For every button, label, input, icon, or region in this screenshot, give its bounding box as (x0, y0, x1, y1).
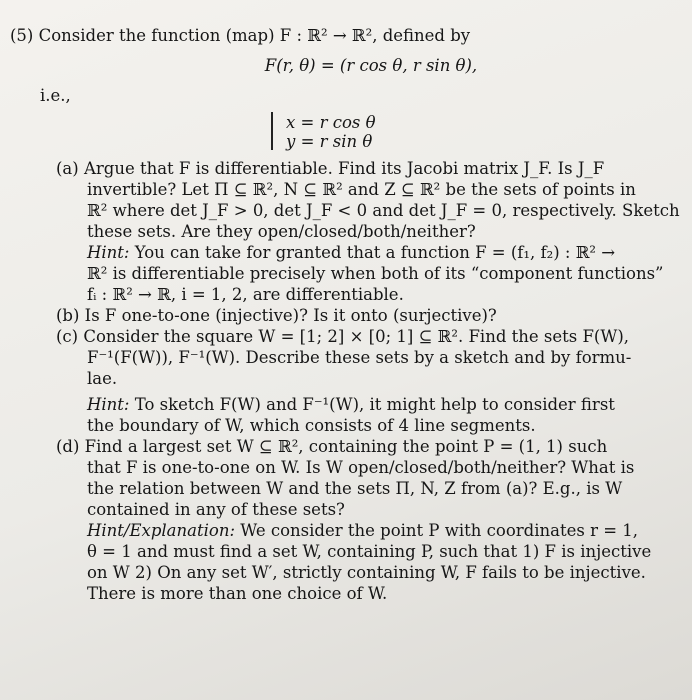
system-x: x = r cos θ (286, 113, 376, 132)
part-c-hint-line-1 (87, 395, 615, 415)
part-c-line-1: (c) Consider the square W = [1; 2] × [0; 1] ⊆ ℝ². Find the sets F(W), (56, 327, 630, 346)
part-d-hint-line-1 (87, 521, 638, 541)
system-y: y = r sin θ (286, 132, 373, 151)
part-a-line-3: ℝ² where det J_F > 0, det J_F < 0 and det J_F = 0, respectively. Sketch (87, 201, 680, 220)
part-b-line: (b) Is F one-to-one (injective)? Is it onto (surjective)? (56, 306, 497, 325)
part-c-line-3: lae. (87, 369, 118, 388)
part-c-hint-line-2: the boundary of W, which consists of 4 line segments. (87, 416, 536, 435)
part-a-hint-line-2: ℝ² is differentiable precisely when both of its “component functions” (87, 264, 664, 283)
part-a-hint-text: You can take for granted that a function F = (f₁, f₂) : ℝ² → (129, 243, 616, 262)
part-d-hint-line-3: on W 2) On any set W′, strictly containing W, F fails to be injective. (87, 563, 646, 582)
part-d-line-1: (d) Find a largest set W ⊆ ℝ², containing the point P = (1, 1) such (56, 437, 608, 456)
part-d-hint-line-4: There is more than one choice of W. (87, 584, 388, 603)
part-c-hint-label: Hint: (87, 395, 130, 414)
part-d-hint-line-2: θ = 1 and must find a set W, containing P, such that 1) F is injective (87, 542, 652, 561)
part-c-line-2: F⁻¹(F(W)), F⁻¹(W). Describe these sets by a sketch and by formu- (87, 348, 632, 367)
part-a-line-2: invertible? Let Π ⊆ ℝ², N ⊆ ℝ² and Z ⊆ ℝ² be the sets of points in (87, 180, 636, 199)
part-a-hint-label: Hint: (87, 243, 130, 262)
problem-intro: (5) Consider the function (map) F : ℝ² → ℝ², defined by (10, 26, 471, 45)
map-definition: F(r, θ) = (r cos θ, r sin θ), (264, 56, 478, 75)
part-a-line-1: (a) Argue that F is differentiable. Find its Jacobi matrix J_F. Is J_F (56, 159, 605, 178)
part-a-hint-line-1 (87, 243, 615, 263)
part-a-line-4: these sets. Are they open/closed/both/neither? (87, 222, 476, 241)
part-a-hint-line-3: fᵢ : ℝ² → ℝ, i = 1, 2, are differentiable. (87, 285, 404, 304)
ie-label: i.e., (40, 86, 71, 105)
part-d-line-3: the relation between W and the sets Π, N, Z from (a)? E.g., is W (87, 479, 623, 498)
part-d-line-2: that F is one-to-one on W. Is W open/closed/both/neither? What is (87, 458, 635, 477)
part-c-hint-text: To sketch F(W) and F⁻¹(W), it might help to consider first (129, 395, 615, 414)
part-d-hint-text: We consider the point P with coordinates r = 1, (235, 521, 639, 540)
part-d-hint-label: Hint/Explanation: (87, 521, 236, 540)
part-d-line-4: contained in any of these sets? (87, 500, 345, 519)
system-bar (271, 112, 273, 150)
